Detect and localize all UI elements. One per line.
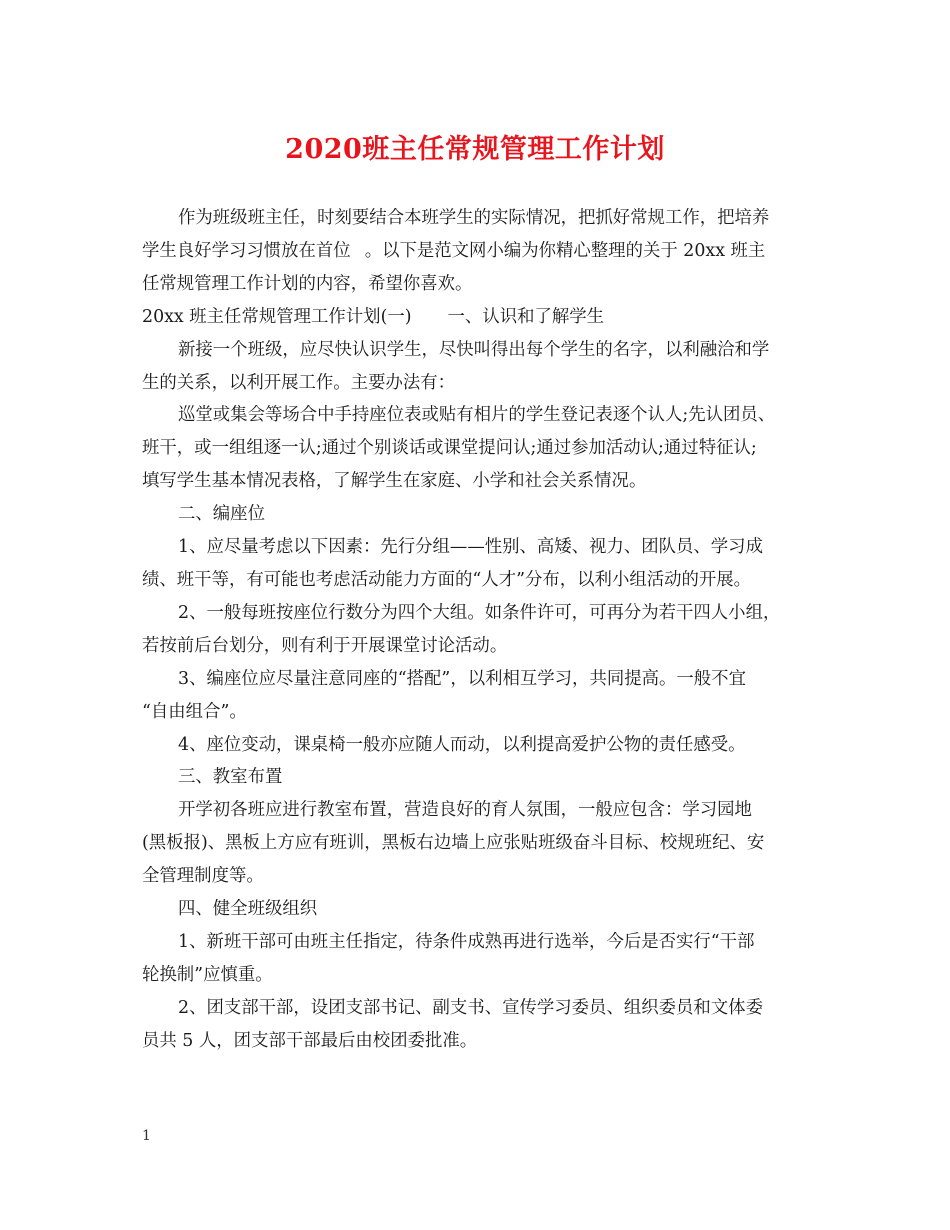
section-heading-line (142, 301, 812, 334)
paragraph-line: 作为班级班主任，时刻要结合本班学生的实际情况，把抓好常规工作，把培养 (178, 208, 770, 228)
paragraph-line (142, 235, 812, 268)
paragraph-line: “自由组合”。 (142, 701, 247, 722)
paragraph-line: 绩、班干等，有可能也考虑活动能力方面的“人才”分布，以利小组活动的开展。 (142, 569, 752, 590)
text-segment: 学生良好学习习惯放在首位 (142, 240, 351, 261)
paragraph-line: 2、一般每班按座位行数分为四个大组。如条件许可，可再分为若干四人小组， (178, 602, 781, 623)
paragraph-line: 全管理制度等。 (142, 866, 264, 887)
paragraph-line: 开学初各班应进行教室布置，营造良好的育人氛围，一般应包含：学习园地 (178, 800, 752, 821)
document-title: 2020班主任常规管理工作计划 (285, 134, 665, 165)
paragraph-line: 2、团支部干部，设团支部书记、副支书、宣传学习委员、组织委员和文体委 (178, 997, 763, 1018)
page-number: 1 (142, 1128, 151, 1144)
paragraph-line: (黑板报)、黑板上方应有班训，黑板右边墙上应张贴班级奋斗目标、校规班纪、安 (142, 833, 765, 854)
paragraph-line: 任常规管理工作计划的内容，希望你喜欢。 (142, 273, 473, 294)
paragraph-line: 轮换制”应慎重。 (142, 964, 273, 985)
paragraph-line: 4、座位变动，课桌椅一般亦应随人而动，以利提高爱护公物的责任感受。 (178, 734, 746, 755)
paragraph-line: 巡堂或集会等场合中手持座位表或贴有相片的学生登记表逐个认人;先认团员、 (178, 405, 776, 426)
document-body (142, 202, 812, 1058)
text-segment: 。以下是范文网小编为你精心整理的关于 20xx 班主 (364, 240, 766, 261)
paragraph-line: 填写学生基本情况表格，了解学生在家庭、小学和社会关系情况。 (142, 471, 647, 492)
paragraph-line: 1、应尽量考虑以下因素：先行分组——性别、高矮、视力、团队员、学习成 (178, 537, 763, 558)
paragraph-line: 员共 5 人，团支部干部最后由校团委批准。 (142, 1030, 478, 1051)
paragraph-line: 若按前后台划分，则有利于开展课堂讨论活动。 (142, 635, 508, 656)
section-heading: 三、教室布置 (178, 767, 283, 788)
paragraph-line: 新接一个班级，应尽快认识学生，尽快叫得出每个学生的名字，以利融洽和学 (178, 339, 770, 360)
paragraph-line: 3、编座位应尽量注意同座的“搭配”，以利相互学习，共同提高。一般不宜 (178, 668, 746, 689)
section-heading: 四、健全班级组织 (178, 899, 318, 920)
section-heading: 一、认识和了解学生 (447, 306, 605, 327)
paragraph-line: 1、新班干部可由班主任指定，待条件成熟再进行选举，今后是否实行“干部 (178, 931, 755, 952)
section-heading: 二、编座位 (178, 504, 265, 525)
paragraph-line: 生的关系，以利开展工作。主要办法有： (142, 372, 456, 393)
plan-heading: 20xx 班主任常规管理工作计划(一) (142, 306, 412, 327)
paragraph-line: 班干，或一组组逐一认;通过个别谈话或课堂提问认;通过参加活动认;通过特征认; (142, 438, 757, 459)
